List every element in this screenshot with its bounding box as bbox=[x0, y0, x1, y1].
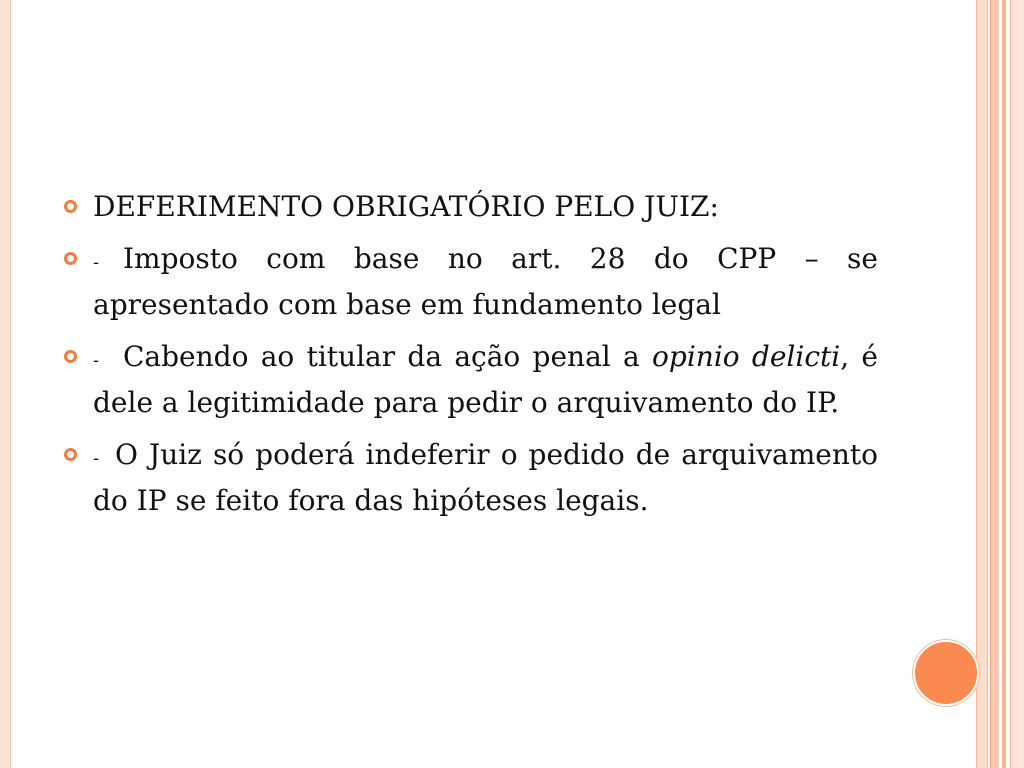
bullet-item bbox=[64, 434, 878, 522]
bullet-text-continued: , é dele a legitimidade para pedir o arquivamento do IP. bbox=[93, 340, 879, 419]
bullet-ring-icon bbox=[64, 448, 77, 461]
border-stripe bbox=[976, 0, 988, 768]
border-stripe bbox=[1002, 0, 1006, 768]
bullet-text: Imposto com base no art. 28 do CPP – se apresentado com base em fundamento legal bbox=[93, 242, 878, 321]
border-stripe bbox=[990, 0, 999, 768]
right-border-decoration bbox=[976, 0, 1024, 768]
bullet-item bbox=[64, 238, 878, 326]
bullet-ring-icon bbox=[64, 350, 77, 363]
bullet-dash: - bbox=[93, 448, 100, 469]
bullet-ring-icon bbox=[64, 200, 77, 213]
slide-body bbox=[64, 186, 878, 532]
bullet-text: O Juiz só poderá indeferir o pedido de arquivamento do IP se feito fora das hipóteses legais. bbox=[93, 438, 878, 517]
bullet-italic-term: opinio delicti bbox=[652, 340, 841, 373]
left-border-decoration bbox=[0, 0, 11, 768]
bullet-item bbox=[64, 186, 878, 228]
border-stripe bbox=[1010, 0, 1024, 768]
bullet-dash: - bbox=[93, 252, 100, 273]
decorative-circle bbox=[913, 640, 979, 706]
bullet-dash: - bbox=[93, 350, 100, 371]
bullet-text: Cabendo ao titular da ação penal a bbox=[123, 340, 640, 373]
bullet-text: DEFERIMENTO OBRIGATÓRIO PELO JUIZ: bbox=[93, 190, 719, 223]
bullet-ring-icon bbox=[64, 252, 77, 265]
bullet-item bbox=[64, 336, 878, 424]
